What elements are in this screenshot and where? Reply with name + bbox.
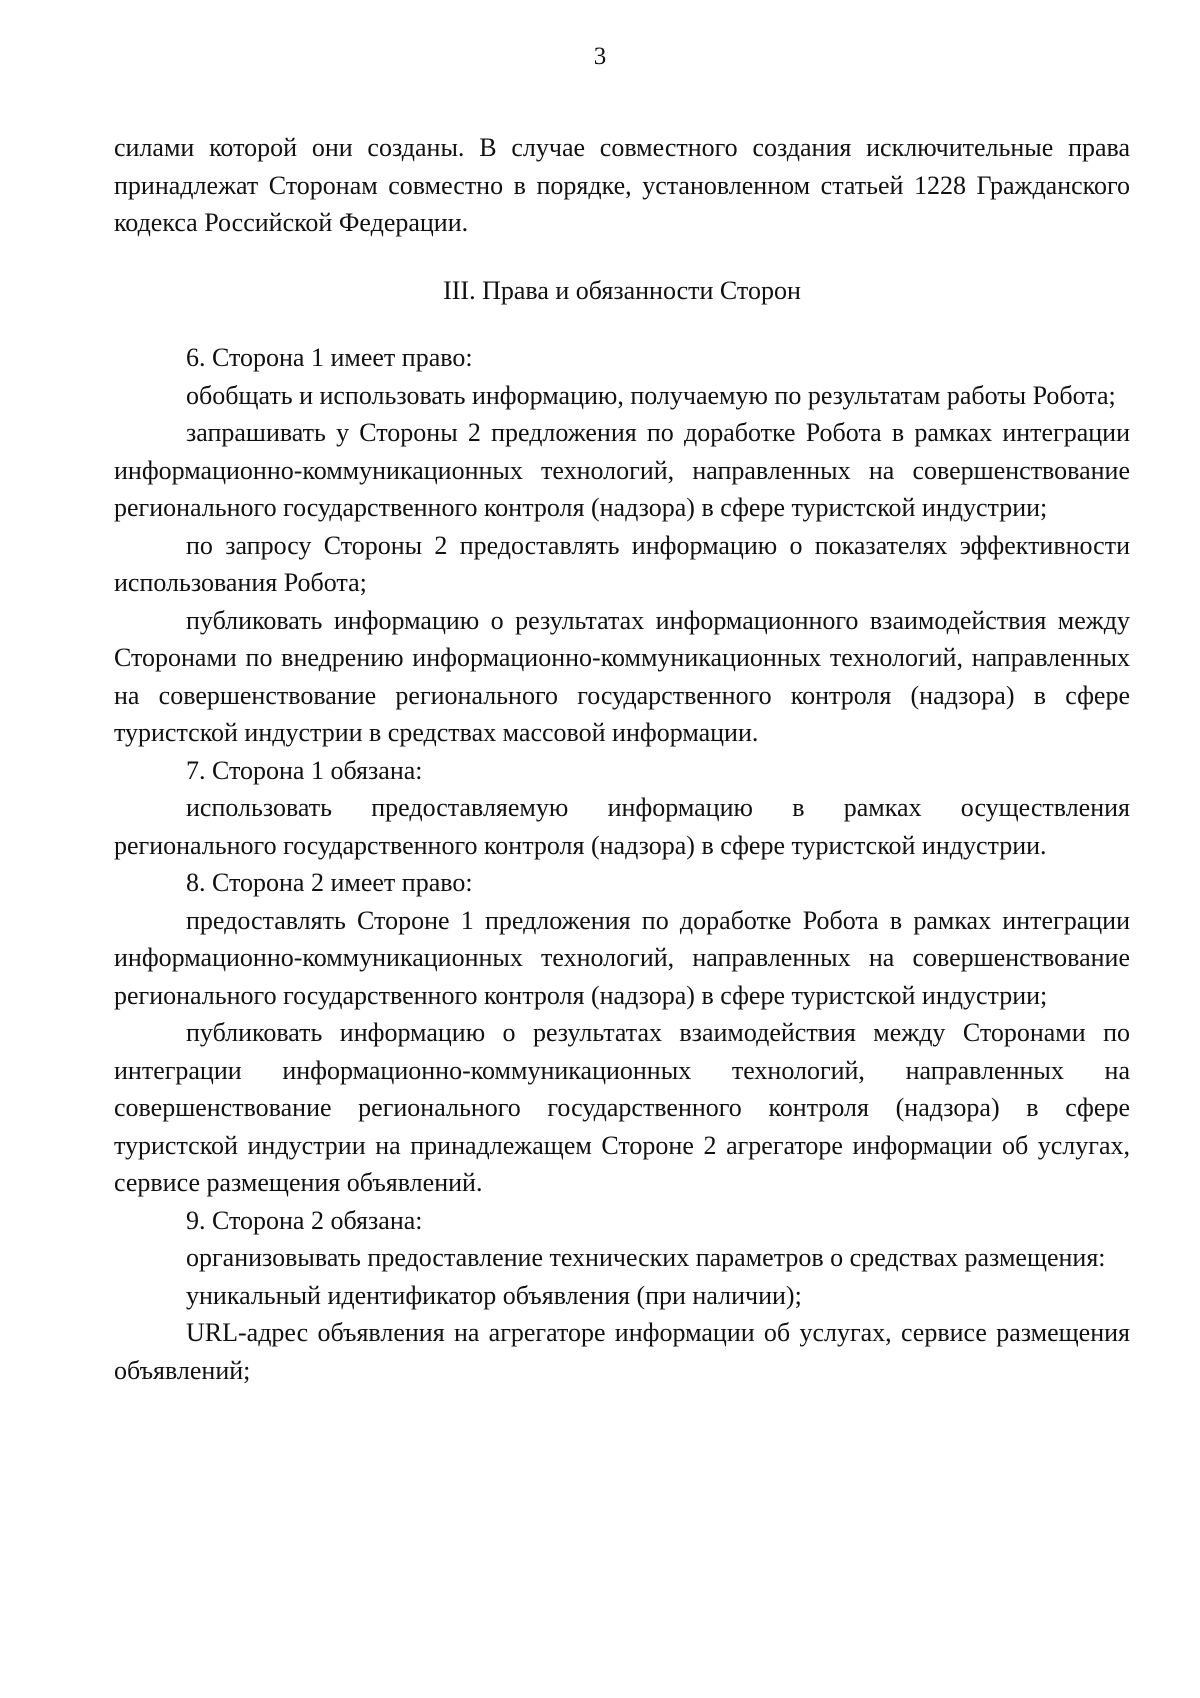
document-body	[114, 129, 1130, 1389]
clause-6-item-3: по запросу Стороны 2 предоставлять информацию о показателях эффективности использования Робота;	[114, 530, 1130, 597]
clause-7-title: 7. Сторона 1 обязана:	[186, 755, 423, 785]
clause-9-item-1: организовывать предоставление технических параметров о средствах размещения:	[186, 1243, 1106, 1272]
clause-8-item-2: публиковать информацию о результатах взаимодействия между Сторонами по интеграции информационно-коммуникационных технологий, направленных на совершенствование регионального государственного контроля (надзора) в сфере туристской индустрии на принадлежащем Стороне 2 агрегаторе информации об услугах, сервисе размещения объявлений.	[114, 1018, 1130, 1197]
clause-6-item-1: обобщать и использовать информацию, получаемую по результатам работы Робота;	[186, 380, 1116, 410]
clause-8-title: 8. Сторона 2 имеет право:	[186, 868, 473, 897]
clause-9-title: 9. Сторона 2 обязана:	[186, 1205, 423, 1235]
spacer	[114, 242, 1130, 272]
spacer	[114, 309, 1130, 339]
paragraph-continuation: силами которой они созданы. В случае совместного создания исключительные права принадлежат Сторонам совместно в порядке, установленном статьей 1228 Гражданского кодекса Российской Федерации.	[114, 133, 1130, 237]
clause-6-title: 6. Сторона 1 имеет право:	[186, 343, 473, 372]
section-heading: III. Права и обязанности Сторон	[443, 275, 801, 305]
clause-8-item-1: предоставлять Стороне 1 предложения по доработке Робота в рамках интеграции информационно-коммуникационных технологий, направленных на совершенствование регионального государственного контроля (надзора) в сфере туристской индустрии;	[114, 905, 1130, 1010]
clause-7-item-1: использовать предоставляемую информацию в рамках осуществления регионального государственного контроля (надзора) в сфере туристской индустрии.	[114, 793, 1130, 860]
clause-6-item-2: запрашивать у Стороны 2 предложения по доработке Робота в рамках интеграции информационно-коммуникационных технологий, направленных на совершенствование регионального государственного контроля (надзора) в сфере туристской индустрии;	[114, 418, 1130, 522]
clause-9-subitem-2: URL-адрес объявления на агрегаторе информации об услугах, сервисе размещения объявлений;	[114, 1318, 1130, 1385]
page-number: 3	[593, 43, 607, 70]
clause-6-item-4: публиковать информацию о результатах информационного взаимодействия между Сторонами по внедрению информационно-коммуникационных технологий, направленных на совершенствование регионального государственного контроля (надзора) в сфере туристской индустрии в средствах массовой информации.	[114, 605, 1130, 747]
clause-9-subitem-1: уникальный идентификатор объявления (при наличии);	[186, 1280, 802, 1310]
